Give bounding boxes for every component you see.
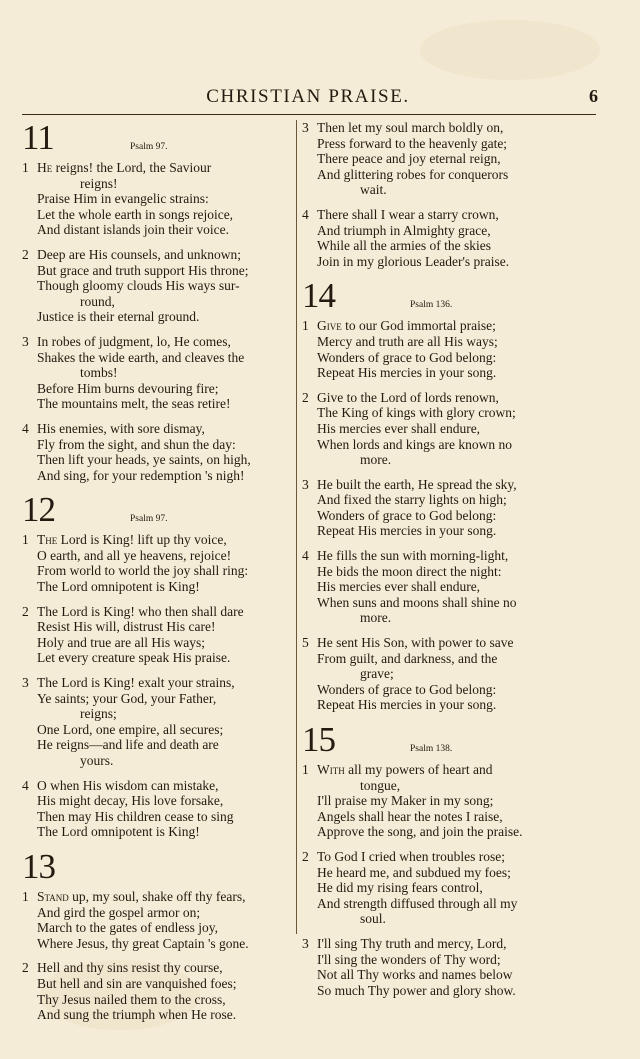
page-number: 6 [589, 86, 598, 106]
verse-number: 1 [22, 160, 29, 175]
verse-line: soul. [360, 911, 386, 927]
verse-line: One Lord, one empire, all secures; [37, 721, 224, 737]
verse [22, 160, 292, 238]
verse-line: And gird the gospel armor on; [37, 904, 201, 920]
verse-line: Then lift your heads, ye saints, on high, [37, 452, 251, 468]
left-column [22, 120, 292, 1032]
verse-line: Resist His will, distrust His care! [37, 619, 216, 635]
verse-line: Repeat His mercies in your song. [317, 523, 497, 539]
verse-line: tombs! [80, 365, 118, 381]
verse-number: 1 [302, 318, 309, 334]
verse-line: Though gloomy clouds His ways sur- [37, 278, 240, 294]
hymn-heading [22, 846, 292, 889]
verse-line: Give to our God immortal praise; [317, 318, 496, 334]
verse [302, 849, 576, 927]
verse [22, 604, 292, 666]
verse-number: 3 [302, 935, 309, 951]
verse-line: Give to the Lord of lords renown, [317, 389, 499, 405]
verse-line: He sent His Son, with power to save [317, 635, 514, 651]
verse-line: I'll praise my Maker in my song; [317, 793, 494, 809]
verse-line: Ye saints; your God, your Father, [37, 690, 217, 706]
verse-line: Holy and true are all His ways; [37, 634, 205, 650]
hymn-number: 15 [302, 720, 335, 759]
verse-line: Approve the song, and join the praise. [317, 824, 523, 840]
hymn-tune: Psalm 97. [130, 142, 168, 152]
verse-line: He reigns! the Lord, the Saviour [37, 160, 212, 175]
verse-line: While all the armies of the skies [317, 238, 491, 254]
verse-line: He bids the moon direct the night: [317, 563, 502, 579]
verse-line: With all my powers of heart and [317, 762, 493, 777]
hymn-15 [302, 722, 576, 998]
verse-line: Press forward to the heavenly gate; [317, 135, 508, 151]
verse-line: But hell and sin are vanquished foes; [37, 975, 237, 991]
verse-line: In robes of judgment, lo, He comes, [37, 333, 231, 349]
verse-line: And strength diffused through all my [317, 895, 518, 911]
verse-line: Stand up, my soul, shake off thy fears, [37, 888, 246, 904]
verse-line: To God I cried when troubles rose; [317, 848, 506, 864]
verse [302, 120, 576, 198]
hymn-number: 11 [22, 118, 54, 157]
verse-line: Praise Him in evangelic strains: [37, 191, 209, 207]
verse-line: When lords and kings are known no [317, 436, 512, 452]
verse [302, 390, 576, 468]
verse-number: 3 [22, 675, 29, 691]
verse-line: more. [360, 452, 392, 468]
verse-line: Mercy and truth are all His ways; [317, 333, 498, 349]
hymn-tune: Psalm 136. [410, 300, 453, 311]
verse [22, 532, 292, 594]
verse-line: And sing, for your redemption 's nigh! [37, 467, 245, 483]
verse-line: more. [360, 610, 392, 626]
verse-number: 3 [302, 476, 309, 492]
verse-line: Hell and thy sins resist thy course, [37, 960, 223, 976]
verse-number: 2 [22, 603, 29, 619]
verse-number: 3 [22, 333, 29, 349]
hymn-heading [22, 120, 292, 160]
hymn-heading [302, 278, 576, 318]
verse [22, 960, 292, 1022]
column-divider [296, 120, 297, 934]
verse-line: There shall I wear a starry crown, [317, 206, 499, 222]
hymn-12 [22, 492, 292, 840]
verse-line: The Lord is King! exalt your strains, [37, 675, 235, 691]
verse-line: There peace and joy eternal reign, [317, 151, 501, 167]
verse-line: The Lord is King! who then shall dare [37, 603, 244, 619]
verse-number: 1 [302, 762, 309, 777]
verse-line: Before Him burns devouring fire; [37, 380, 219, 396]
verse-line: Repeat His mercies in your song. [317, 365, 497, 381]
hymn-heading [302, 722, 576, 762]
verse-line: Let the whole earth in songs rejoice, [37, 206, 234, 222]
hymn-tune: Psalm 138. [410, 744, 453, 754]
verse-line: And fixed the starry lights on high; [317, 492, 507, 508]
verse-number: 4 [22, 777, 29, 793]
verse-line: Justice is their eternal ground. [37, 309, 200, 325]
verse-line: March to the gates of endless joy, [37, 920, 218, 936]
verse-line: tongue, [360, 777, 401, 793]
hymn-14 [302, 278, 576, 713]
verse-line: I'll sing Thy truth and mercy, Lord, [317, 935, 507, 951]
verse-line: Wonders of grace to God belong: [317, 681, 497, 697]
verse-number: 1 [22, 888, 29, 904]
verse-line: The Lord omnipotent is King! [37, 824, 200, 840]
verse-line: Join in my glorious Leader's praise. [317, 253, 510, 269]
verse [22, 778, 292, 840]
verse-line: From guilt, and darkness, and the [317, 650, 498, 666]
hymn-13 [302, 120, 576, 269]
verse-line: The King of kings with glory crown; [317, 405, 516, 421]
verse-line: He fills the sun with morning-light, [317, 548, 509, 564]
verse-line: reigns! [80, 175, 118, 191]
verse-line: His enemies, with sore dismay, [37, 420, 205, 436]
hymn-tune: Psalm 97. [130, 514, 168, 525]
verse-line: His might decay, His love forsake, [37, 793, 224, 809]
verse-line: O earth, and all ye heavens, rejoice! [37, 547, 232, 563]
hymn-11 [22, 120, 292, 483]
verse-line: yours. [80, 753, 114, 768]
verse-line: And distant islands join their voice. [37, 222, 229, 238]
verse [302, 936, 576, 998]
verse [302, 548, 576, 626]
verse [302, 207, 576, 269]
verse-number: 3 [302, 120, 309, 135]
hymn-number: 13 [22, 846, 55, 886]
verse [22, 889, 292, 951]
verse-line: round, [80, 293, 115, 309]
verse-line: So much Thy power and glory show. [317, 982, 516, 998]
verse-line: Repeat His mercies in your song. [317, 697, 497, 713]
verse-number: 2 [22, 960, 29, 976]
verse-line: Not all Thy works and names below [317, 967, 513, 983]
verse-line: Shakes the wide earth, and cleaves the [37, 349, 245, 365]
verse-line: Deep are His counsels, and unknown; [37, 246, 241, 262]
verse [22, 421, 292, 483]
verse-line: He heard me, and subdued my foes; [317, 864, 511, 880]
verse-line: He reigns—and life and death are [37, 737, 219, 753]
verse-line: His mercies ever shall endure, [317, 420, 481, 436]
verse-number: 2 [22, 246, 29, 262]
verse [302, 477, 576, 539]
verse-line: He built the earth, He spread the sky, [317, 476, 517, 492]
right-column [302, 120, 576, 1007]
verse-line: wait. [360, 182, 387, 198]
hymn-13 [22, 846, 292, 1023]
page-header [20, 86, 596, 116]
verse-line: The Lord omnipotent is King! [37, 579, 200, 595]
verse-line: Then let my soul march boldly on, [317, 120, 504, 135]
hymn-number: 12 [22, 490, 55, 530]
verse-number: 2 [302, 389, 309, 405]
verse-line: He did my rising fears control, [317, 880, 483, 896]
verse-line: Thy Jesus nailed them to the cross, [37, 991, 226, 1007]
verse-number: 2 [302, 848, 309, 864]
verse [302, 635, 576, 713]
verse-line: And sung the triumph when He rose. [37, 1007, 237, 1023]
hymn-heading [22, 492, 292, 532]
header-rule [22, 114, 596, 115]
verse [302, 318, 576, 380]
verse-line: But grace and truth support His throne; [37, 262, 249, 278]
verse-line: And glittering robes for conquerors [317, 166, 509, 182]
verse-line: From world to world the joy shall ring: [37, 563, 249, 579]
verse-line: Wonders of grace to God belong: [317, 507, 497, 523]
verse-line: And triumph in Almighty grace, [317, 222, 491, 238]
verse-line: grave; [360, 666, 394, 682]
verse [302, 762, 576, 840]
running-title: CHRISTIAN PRAISE. [206, 86, 410, 107]
verse-line: I'll sing the wonders of Thy word; [317, 951, 501, 967]
verse-line: The Lord is King! lift up thy voice, [37, 532, 227, 548]
verse-line: The mountains melt, the seas retire! [37, 396, 231, 412]
verse-line: His mercies ever shall endure, [317, 579, 481, 595]
verse-number: 4 [302, 548, 309, 564]
verse-number: 5 [302, 635, 309, 651]
verse-line: When suns and moons shall shine no [317, 594, 517, 610]
verse-line: reigns; [80, 706, 117, 722]
verse-line: O when His wisdom can mistake, [37, 777, 219, 793]
verse-number: 4 [22, 420, 29, 436]
verse-line: Let every creature speak His praise. [37, 650, 231, 666]
verse [22, 247, 292, 325]
verse-line: Wonders of grace to God belong: [317, 349, 497, 365]
verse-number: 4 [302, 206, 309, 222]
hymn-number: 14 [302, 276, 335, 316]
paper-stain [420, 20, 600, 80]
verse-line: Fly from the sight, and shun the day: [37, 436, 236, 452]
verse-line: Then may His children cease to sing [37, 808, 234, 824]
verse-line: Angels shall hear the notes I raise, [317, 808, 503, 824]
verse-number: 1 [22, 532, 29, 548]
verse-line: Where Jesus, thy great Captain 's gone. [37, 935, 249, 951]
verse [22, 334, 292, 412]
verse [22, 675, 292, 769]
